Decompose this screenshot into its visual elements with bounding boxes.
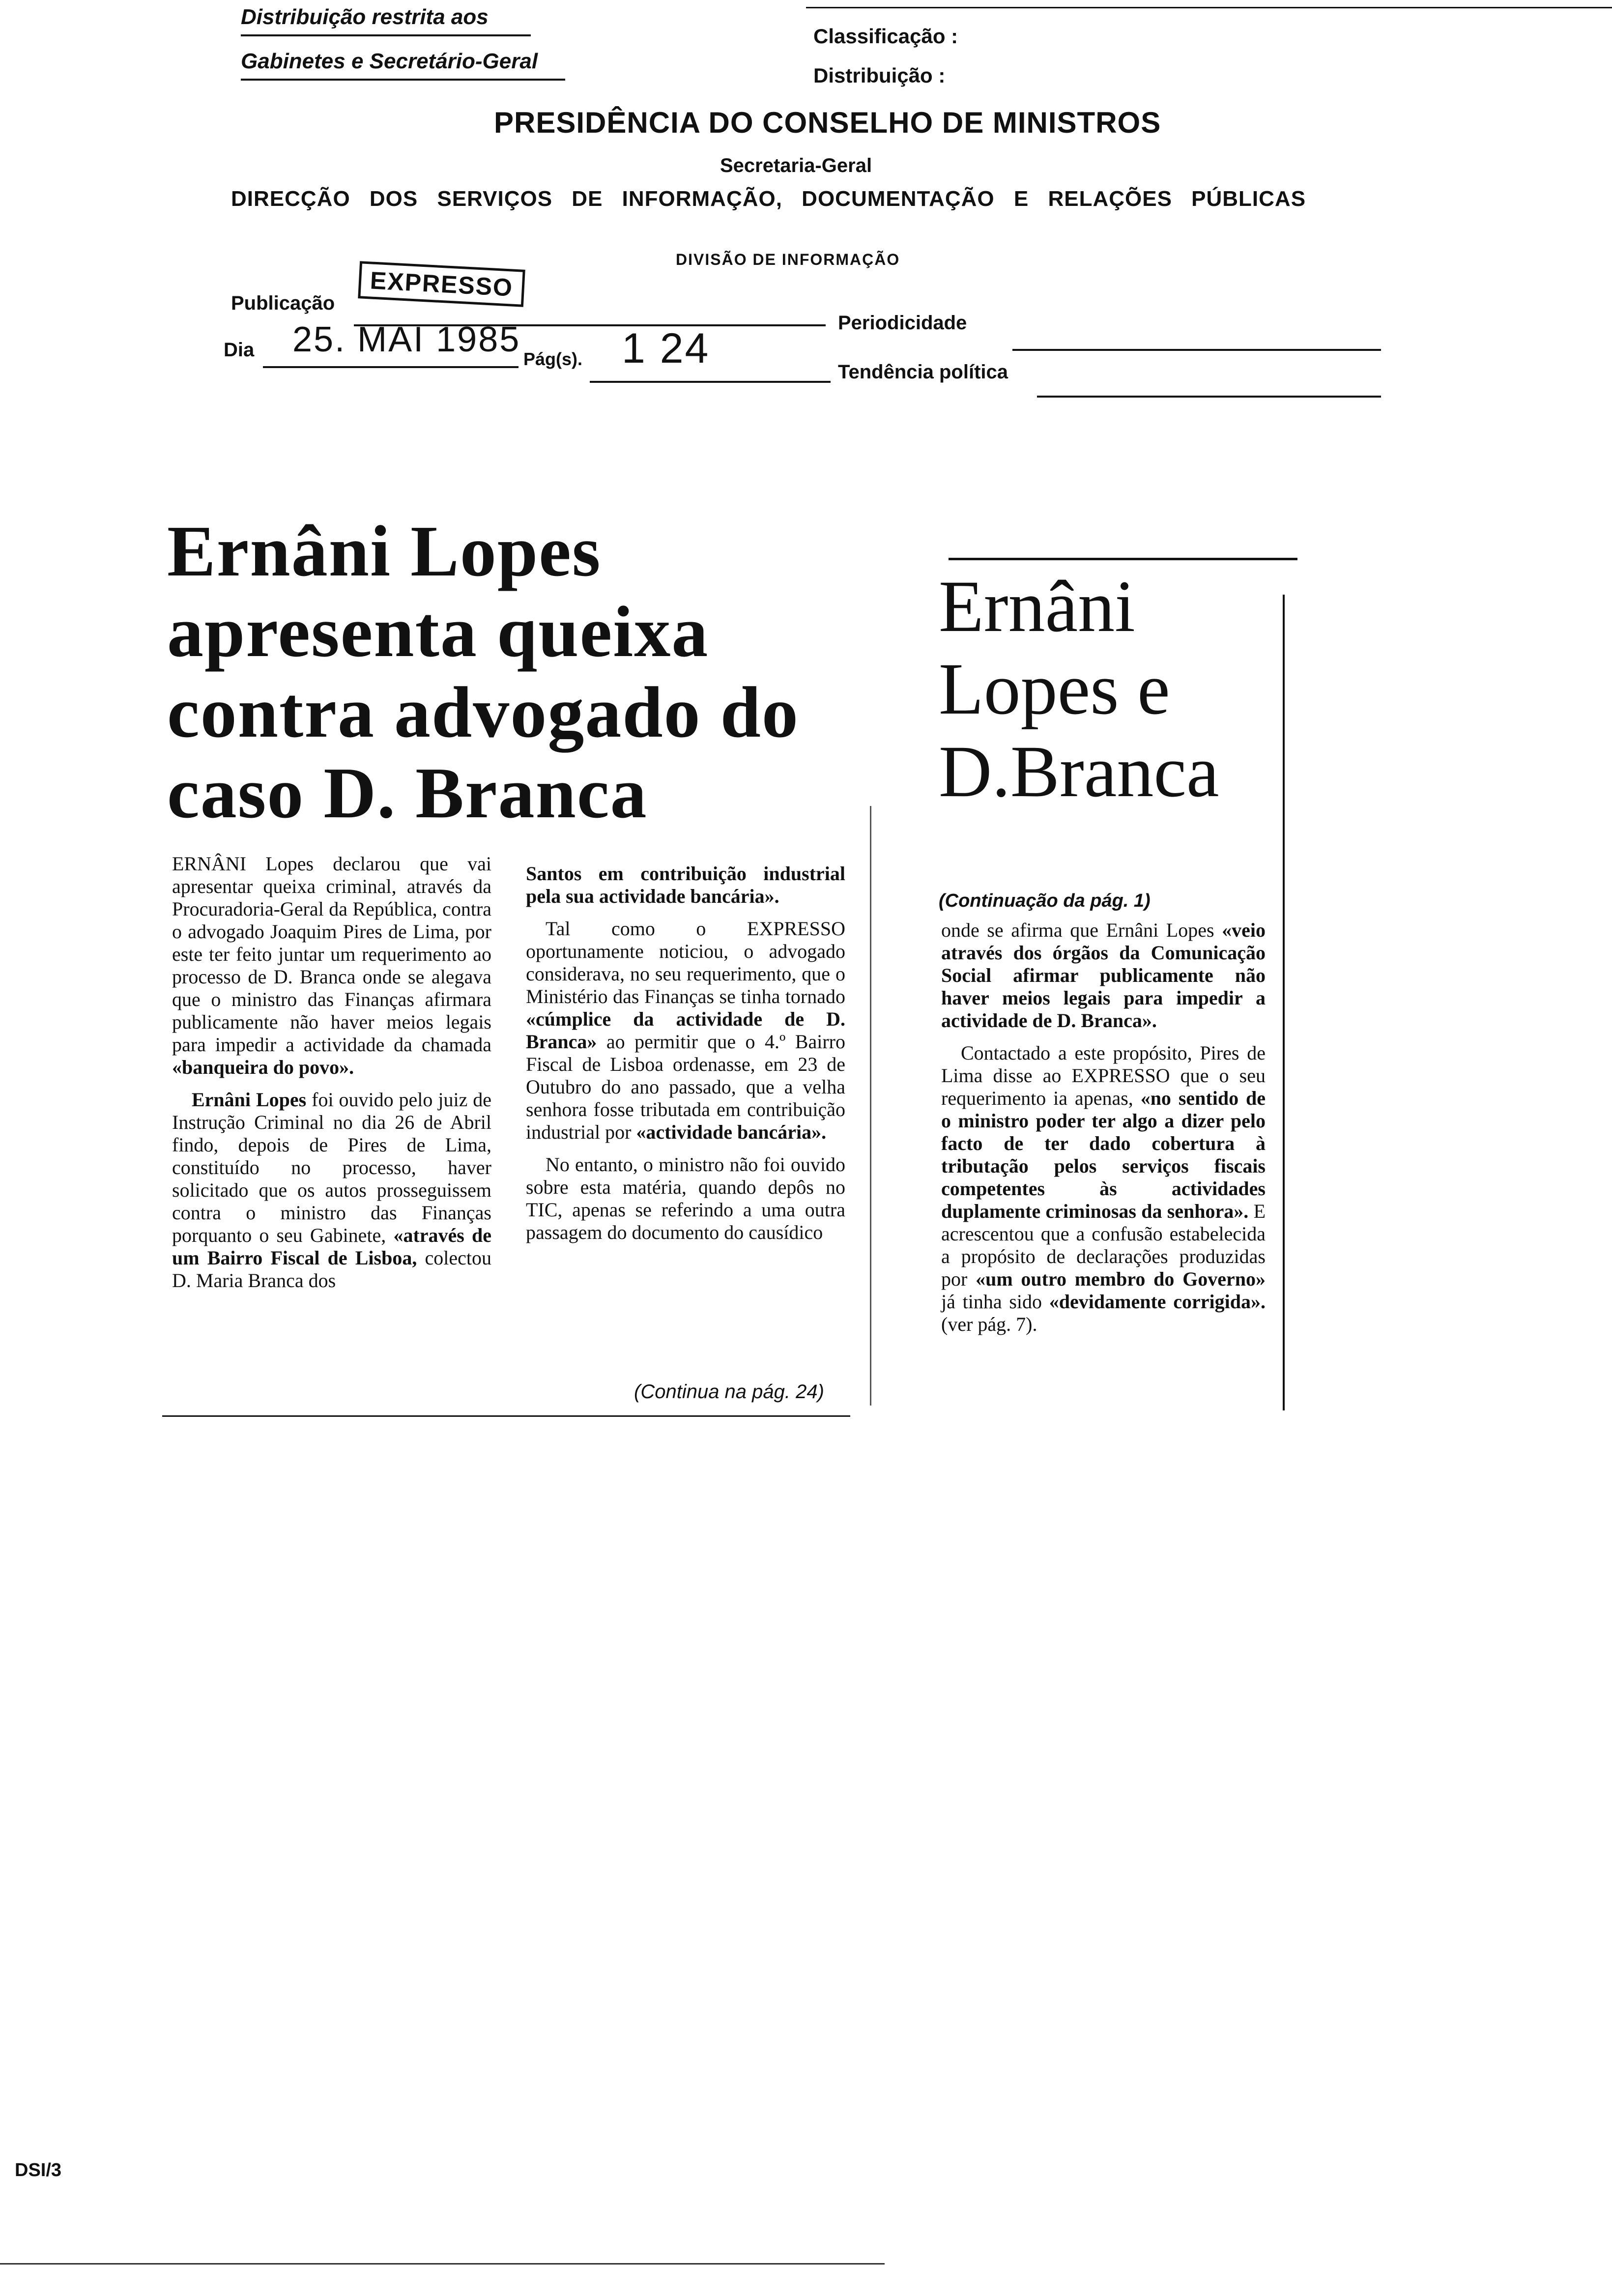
tendencia-label: Tendência política — [838, 361, 1008, 383]
restricted-distribution-line1: Distribuição restrita aos — [241, 5, 489, 29]
cont-p1-bold: «veio através dos órgãos da Comunicação Social afirmar publicamente não haver meios legais para impedir a actividade de D. Branca». — [941, 919, 1266, 1032]
col2-p2-b: ao permitir que o 4.º Bairro Fiscal de Lisboa ordenasse, em 23 de Outubro do ano passado, que a velha senhora fosse tributada em contribuição industrial por — [526, 1031, 845, 1143]
cont-p2-bold: «no sentido de o ministro poder ter algo a dizer pelo facto de ter dado cobertura à tributação pelos serviços fiscais competentes às actividades duplamente criminosas da senhora». — [941, 1087, 1266, 1222]
cont-p2: Contactado a este propósito, Pires de Lima disse ao EXPRESSO que o seu requerimento ia apenas, — [941, 1042, 1266, 1109]
col1-p1: ERNÂNI Lopes declarou que vai apresentar queixa criminal, através da Procuradoria-Geral da República, contra o advogado Joaquim Pires de Lima, por este ter feito juntar um requerimento ao processo de D. Branca onde se alegava que o ministro das Finanças afirmara publicamente não haver meios legais para impedir a actividade da chamada — [172, 853, 491, 1056]
publicacao-label: Publicação — [231, 292, 335, 314]
col1-p2-bold2: «através de um Bairro Fiscal de Lisboa, — [172, 1224, 491, 1269]
secretaria-geral: Secretaria-Geral — [720, 155, 872, 176]
col1-p2-bold: Ernâni Lopes — [192, 1089, 307, 1111]
cont-column — [941, 919, 1266, 1336]
cont-right-rule — [1283, 595, 1285, 1410]
dia-label: Dia — [224, 339, 255, 361]
publicacao-stamp: EXPRESSO — [358, 261, 525, 307]
footer-rule — [0, 2263, 885, 2265]
col2-p2-bold2: «actividade bancária». — [636, 1121, 827, 1143]
col2-p1-bold: Santos em contribuição industrial pela sua actividade bancária». — [526, 862, 845, 907]
direccao-servicos: DIRECÇÃO DOS SERVIÇOS DE INFORMAÇÃO, DOCUMENTAÇÃO E RELAÇÕES PÚBLICAS — [231, 187, 1306, 211]
col1-p2-end: colectou D. Maria Branca dos — [172, 1247, 491, 1292]
main-headline: Ernâni Lopes apresenta queixa contra advogado do caso D. Branca — [167, 511, 799, 833]
col1-p2: foi ouvido pelo juiz de Instrução Criminal no dia 26 de Abril findo, depois de Pires de Lima, constituído no processo, haver solicitado que os autos prosseguissem contra o ministro das Finanças porquanto o seu Gabinete, — [172, 1089, 492, 1246]
continua-note: (Continua na pág. 24) — [634, 1381, 824, 1403]
cont-headline: Ernâni Lopes e D.Branca — [939, 566, 1219, 812]
distribuicao-label: Distribuição : — [813, 64, 946, 87]
cont-p2-bold2: «um outro membro do Governo» — [976, 1268, 1266, 1290]
dia-value: 25. MAI 1985 — [292, 320, 521, 359]
pags-value: 1 24 — [622, 325, 710, 372]
col2-p2-bold: «cúmplice da actividade de D. Branca» — [526, 1008, 845, 1053]
cont-p2-bold3: «devidamente corrigida». — [1049, 1291, 1266, 1313]
classificacao-label: Classificação : — [813, 25, 958, 48]
footer-code: DSI/3 — [15, 2160, 62, 2181]
cont-top-rule — [949, 558, 1297, 560]
col2-p3: No entanto, o ministro não foi ouvido sobre esta matéria, quando depôs no TIC, apenas se referindo a uma outra passagem do documento do causídico — [526, 1153, 845, 1243]
main-column-2 — [526, 862, 845, 1244]
cont-p2-c: já tinha sido — [941, 1291, 1042, 1313]
main-column-1 — [172, 853, 491, 1292]
periodicidade-label: Periodicidade — [838, 312, 967, 334]
col2-p2: Tal como o EXPRESSO oportunamente noticiou, o advogado considerava, no seu requerimento, que o Ministério das Finanças se tinha tornado — [526, 918, 845, 1007]
main-article-bottom-rule — [162, 1415, 850, 1417]
cont-p2-end: (ver pág. 7). — [941, 1313, 1037, 1335]
continuacao-note: (Continuação da pág. 1) — [939, 890, 1151, 911]
restricted-distribution-line2: Gabinetes e Secretário-Geral — [241, 49, 538, 73]
column-divider-dashed — [870, 806, 871, 1406]
ministry-title: PRESIDÊNCIA DO CONSELHO DE MINISTROS — [494, 106, 1161, 139]
col1-p1-bold: «banqueira do povo». — [172, 1056, 354, 1078]
cont-p1: onde se afirma que Ernâni Lopes — [941, 919, 1214, 941]
divisao-informacao: DIVISÃO DE INFORMAÇÃO — [676, 251, 900, 268]
pags-label: Pág(s). — [523, 349, 583, 369]
cont-p2-b: E acrescentou que a confusão estabelecida a propósito de declarações produzidas por — [941, 1200, 1266, 1290]
